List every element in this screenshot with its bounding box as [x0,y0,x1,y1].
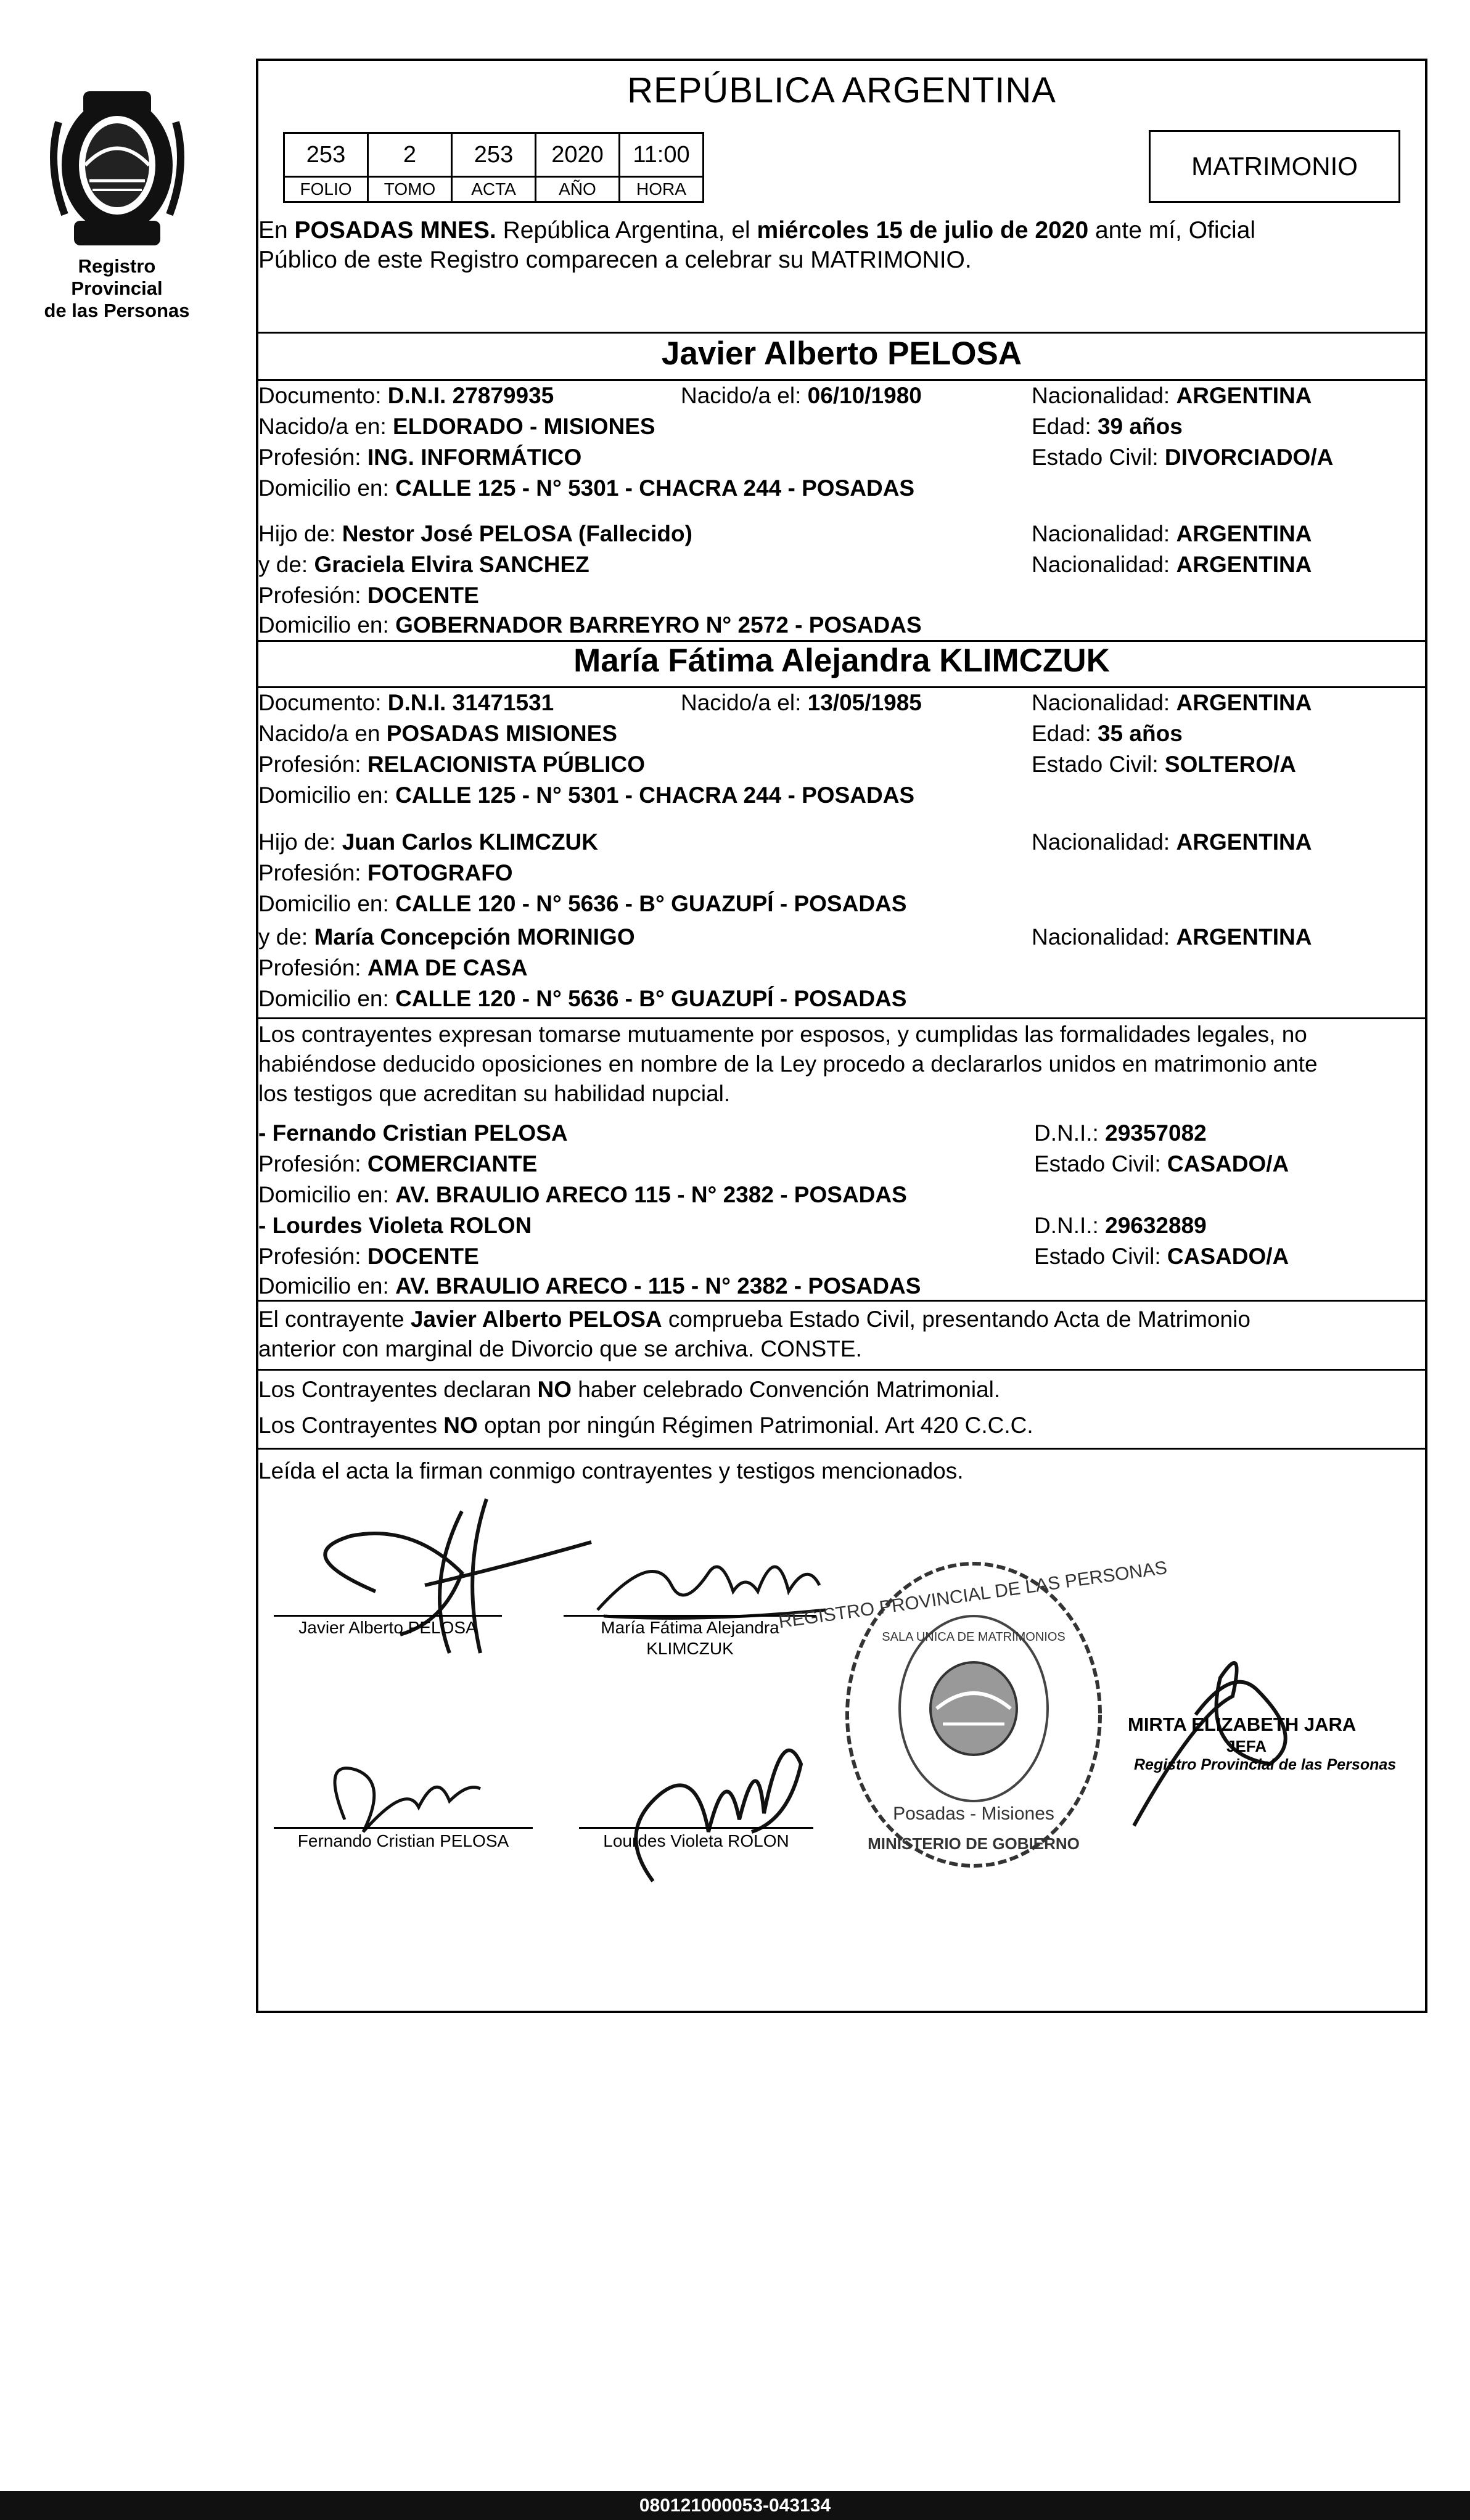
groom-father-nationality: Nacionalidad: ARGENTINA [1032,521,1312,546]
declaration-line-1: Los contrayentes expresan tomarse mutuamente por esposos, y cumplidas las formalidades legales, no [258,1022,1307,1047]
bride-name: María Fátima Alejandra KLIMCZUK [573,642,1110,679]
page-title: REPÚBLICA ARGENTINA [627,70,1056,110]
act-type-box: MATRIMONIO [1149,130,1400,203]
groom-signature-line [274,1615,502,1617]
groom-mother: y de: Graciela Elvira SANCHEZ [258,552,589,577]
groom-father: Hijo de: Nestor José PELOSA (Fallecido) [258,521,692,546]
stamp-bottom-text: MINISTERIO DE GOBIERNO [868,1834,1080,1853]
anio-value: 2020 [536,133,620,177]
folio-value: 253 [284,133,368,177]
officer-organization: Registro Provincial de las Personas [1134,1756,1397,1773]
convention-line-1: Los Contrayentes declaran NO haber celebrado Convención Matrimonial. [258,1377,1001,1402]
witness-2-profession: Profesión: DOCENTE [258,1244,479,1269]
stamp-inner-text: SALA UNICA DE MATRIMONIOS [882,1630,1066,1644]
bride-born: Nacido/a el: 13/05/1985 [681,690,922,715]
groom-name: Javier Alberto PELOSA [661,335,1022,372]
bride-birthplace: Nacido/a en POSADAS MISIONES [258,721,617,746]
witness-2-signature-line [579,1827,813,1829]
registry-table [283,132,704,203]
stamp-city-text: Posadas - Misiones [893,1804,1054,1824]
bride-section [258,642,1425,1019]
groom-birthplace: Nacido/a en: ELDORADO - MISIONES [258,414,655,439]
note-line-2: anterior con marginal de Divorcio que se archiva. CONSTE. [258,1336,862,1361]
stamp-outer-text: REGISTRO PROVINCIAL DE LAS PERSONAS [777,1558,1168,1633]
bride-nationality: Nacionalidad: ARGENTINA [1032,690,1312,715]
groom-profession: Profesión: ING. INFORMÁTICO [258,445,582,470]
acta-value: 253 [452,133,536,177]
bride-mother-address: Domicilio en: CALLE 120 - N° 5636 - B° GUAZUPÍ - POSADAS [258,986,907,1011]
official-stamp-icon [777,1554,1168,1875]
intro-date: miércoles 15 de julio de 2020 [757,217,1089,244]
groom-parents-profession: Profesión: DOCENTE [258,583,479,608]
bride-mother-profession: Profesión: AMA DE CASA [258,955,528,980]
groom-signature-name: Javier Alberto PELOSA [298,1618,477,1637]
signatures-section [258,1450,1425,2011]
signatures-intro: Leída el acta la firman conmigo contrayentes y testigos mencionados. [258,1458,964,1484]
civil-status-note [258,1302,1425,1371]
groom-civil-status: Estado Civil: DIVORCIADO/A [1032,445,1334,470]
groom-born: Nacido/a el: 06/10/1980 [681,383,922,408]
province-seal-icon [40,73,194,252]
witness-1-profession: Profesión: COMERCIANTE [258,1151,538,1176]
witness-1-address: Domicilio en: AV. BRAULIO ARECO 115 - N° 2382 - POSADAS [258,1182,907,1207]
groom-nationality: Nacionalidad: ARGENTINA [1032,383,1312,408]
witness-1-signature-name: Fernando Cristian PELOSA [297,1831,509,1850]
groom-age: Edad: 39 años [1032,414,1183,439]
bride-signature-name: María Fátima Alejandra KLIMCZUK [601,1618,779,1658]
witness-2-signature-icon [604,1709,826,1894]
bride-profession: Profesión: RELACIONISTA PÚBLICO [258,752,646,777]
hora-value: 11:00 [620,133,704,177]
bride-civil-status: Estado Civil: SOLTERO/A [1032,752,1297,777]
bride-father-profession: Profesión: FOTOGRAFO [258,860,513,885]
marriage-certificate-form [256,59,1427,2013]
witness-2-dni: D.N.I.: 29632889 [1034,1213,1207,1238]
bride-address: Domicilio en: CALLE 125 - N° 5301 - CHACRA 244 - POSADAS [258,782,915,808]
witness-1-dni: D.N.I.: 29357082 [1034,1120,1207,1146]
bride-father-nationality: Nacionalidad: ARGENTINA [1032,829,1312,855]
witness-1-civil-status: Estado Civil: CASADO/A [1034,1151,1289,1176]
bride-mother-nationality: Nacionalidad: ARGENTINA [1032,924,1312,950]
document-id-footer: 080121000053-043134 [0,2491,1470,2520]
logo-line-2: de las Personas [44,300,190,321]
groom-document: Documento: D.N.I. 27879935 [258,383,554,408]
witness-2-signature-name: Lourdes Violeta ROLON [603,1831,789,1850]
anio-label: AÑO [536,177,620,202]
convention-line-2: Los Contrayentes NO optan por ningún Régimen Patrimonial. Art 420 C.C.C. [258,1413,1033,1438]
witness-2-address: Domicilio en: AV. BRAULIO ARECO - 115 - N° 2382 - POSADAS [258,1273,921,1299]
bride-father-address: Domicilio en: CALLE 120 - N° 5636 - B° GUAZUPÍ - POSADAS [258,891,907,916]
hora-label: HORA [620,177,704,202]
bride-father: Hijo de: Juan Carlos KLIMCZUK [258,829,598,855]
groom-parents-address: Domicilio en: GOBERNADOR BARREYRO N° 2572 - POSADAS [258,612,922,638]
intro-place: POSADAS MNES. [294,217,496,244]
bride-age: Edad: 35 años [1032,721,1183,746]
bride-document: Documento: D.N.I. 31471531 [258,690,554,715]
officer-role: JEFA [1226,1737,1267,1755]
groom-section [258,334,1425,642]
groom-address: Domicilio en: CALLE 125 - N° 5301 - CHACRA 244 - POSADAS [258,475,915,501]
tomo-label: TOMO [368,177,452,202]
intro-line-2: Público de este Registro comparecen a celebrar su MATRIMONIO. [258,247,972,273]
registry-logo [38,73,195,322]
witness-1-signature-line [274,1827,533,1829]
witnesses-section [258,1019,1425,1302]
declaration-line-3: los testigos que acreditan su habilidad nupcial. [258,1081,731,1106]
note-line-1: El contrayente Javier Alberto PELOSA comprueba Estado Civil, presentando Acta de Matrimonio [258,1307,1250,1332]
intro-line-1: En POSADAS MNES. República Argentina, el miércoles 15 de julio de 2020 ante mí, Oficial [258,217,1256,244]
witness-2-name: - Lourdes Violeta ROLON [258,1213,532,1238]
declaration-line-2: habiéndose deducido oposiciones en nombre de la Ley procedo a declararlos unidos en matrimonio ante [258,1051,1318,1077]
officer-name: MIRTA ELIZABETH JARA [1128,1714,1357,1735]
witness-1-name: - Fernando Cristian PELOSA [258,1120,568,1146]
folio-label: FOLIO [284,177,368,202]
header-section [258,61,1425,334]
witness-1-signature-icon [295,1746,480,1844]
bride-mother: y de: María Concepción MORINIGO [258,924,635,950]
conventions-section [258,1371,1425,1450]
acta-label: ACTA [452,177,536,202]
logo-line-1: Registro Provincial [71,255,163,299]
witness-2-civil-status: Estado Civil: CASADO/A [1034,1244,1289,1269]
groom-mother-nationality: Nacionalidad: ARGENTINA [1032,552,1312,577]
tomo-value: 2 [368,133,452,177]
